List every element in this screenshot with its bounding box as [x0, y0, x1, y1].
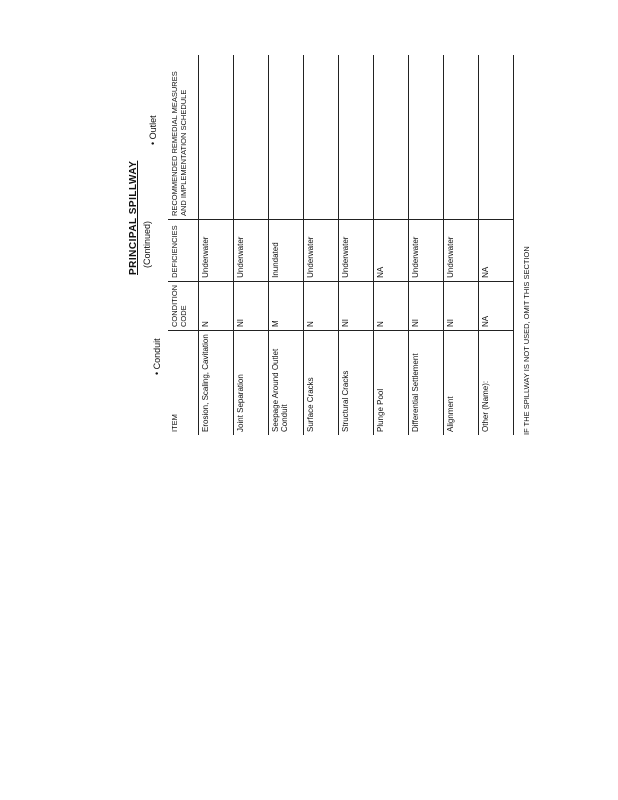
- row-deficiency: Underwater: [199, 220, 234, 282]
- row-code: N: [199, 281, 234, 330]
- section-label-outlet: • Outlet: [148, 115, 158, 145]
- row-item: Surface Cracks: [304, 331, 339, 436]
- row-deficiency: Underwater: [304, 220, 339, 282]
- row-code: N: [374, 281, 409, 330]
- table-header-row: [168, 55, 199, 435]
- row-code: NI: [444, 281, 479, 330]
- row-recommended: [234, 55, 269, 220]
- row-code: N: [304, 281, 339, 330]
- inspection-table: [168, 55, 514, 435]
- row-item: Plunge Pool: [374, 331, 409, 436]
- table-row: [374, 55, 409, 435]
- row-deficiency: NA: [479, 220, 514, 282]
- table-row: [304, 55, 339, 435]
- table-row: [234, 55, 269, 435]
- row-recommended: [479, 55, 514, 220]
- row-recommended: [199, 55, 234, 220]
- row-deficiency: Inundated: [269, 220, 304, 282]
- form-title: PRINCIPAL SPILLWAY: [128, 160, 139, 275]
- table-row: [269, 55, 304, 435]
- row-recommended: [444, 55, 479, 220]
- table-row: [409, 55, 444, 435]
- row-item: Structural Cracks: [339, 331, 374, 436]
- row-code: M: [269, 281, 304, 330]
- row-deficiency: Underwater: [409, 220, 444, 282]
- row-deficiency: NA: [374, 220, 409, 282]
- row-deficiency: Underwater: [234, 220, 269, 282]
- row-item: Other (Name):: [479, 331, 514, 436]
- table-row: [479, 55, 514, 435]
- row-item: Differential Settlement: [409, 331, 444, 436]
- row-item: Erosion, Scaling, Cavitation: [199, 331, 234, 436]
- row-deficiency: Underwater: [444, 220, 479, 282]
- col-header-deficiencies: DEFICIENCIES: [168, 220, 199, 282]
- footnote: IF THE SPILLWAY IS NOT USED, OMIT THIS SECTION: [522, 246, 531, 435]
- col-header-condition-code: CONDITION CODE: [168, 281, 199, 330]
- row-recommended: [269, 55, 304, 220]
- row-code: NA: [479, 281, 514, 330]
- row-code: NI: [339, 281, 374, 330]
- table-row: [199, 55, 234, 435]
- rotated-form: [120, 55, 560, 435]
- row-recommended: [304, 55, 339, 220]
- col-header-recommended: RECOMMENDED REMEDIAL MEASURES AND IMPLEMENTATION SCHEDULE: [168, 55, 199, 220]
- table-row: [339, 55, 374, 435]
- row-recommended: [339, 55, 374, 220]
- form-subtitle: (Continued): [142, 220, 152, 268]
- section-label-conduit: • Conduit: [152, 338, 162, 375]
- row-deficiency: Underwater: [339, 220, 374, 282]
- row-code: NI: [234, 281, 269, 330]
- table-row: [444, 55, 479, 435]
- row-code: NI: [409, 281, 444, 330]
- col-header-item: ITEM: [168, 331, 199, 436]
- row-recommended: [374, 55, 409, 220]
- row-recommended: [409, 55, 444, 220]
- row-item: Seepage Around Outlet Conduit: [269, 331, 304, 436]
- row-item: Joint Separation: [234, 331, 269, 436]
- row-item: Alignment: [444, 331, 479, 436]
